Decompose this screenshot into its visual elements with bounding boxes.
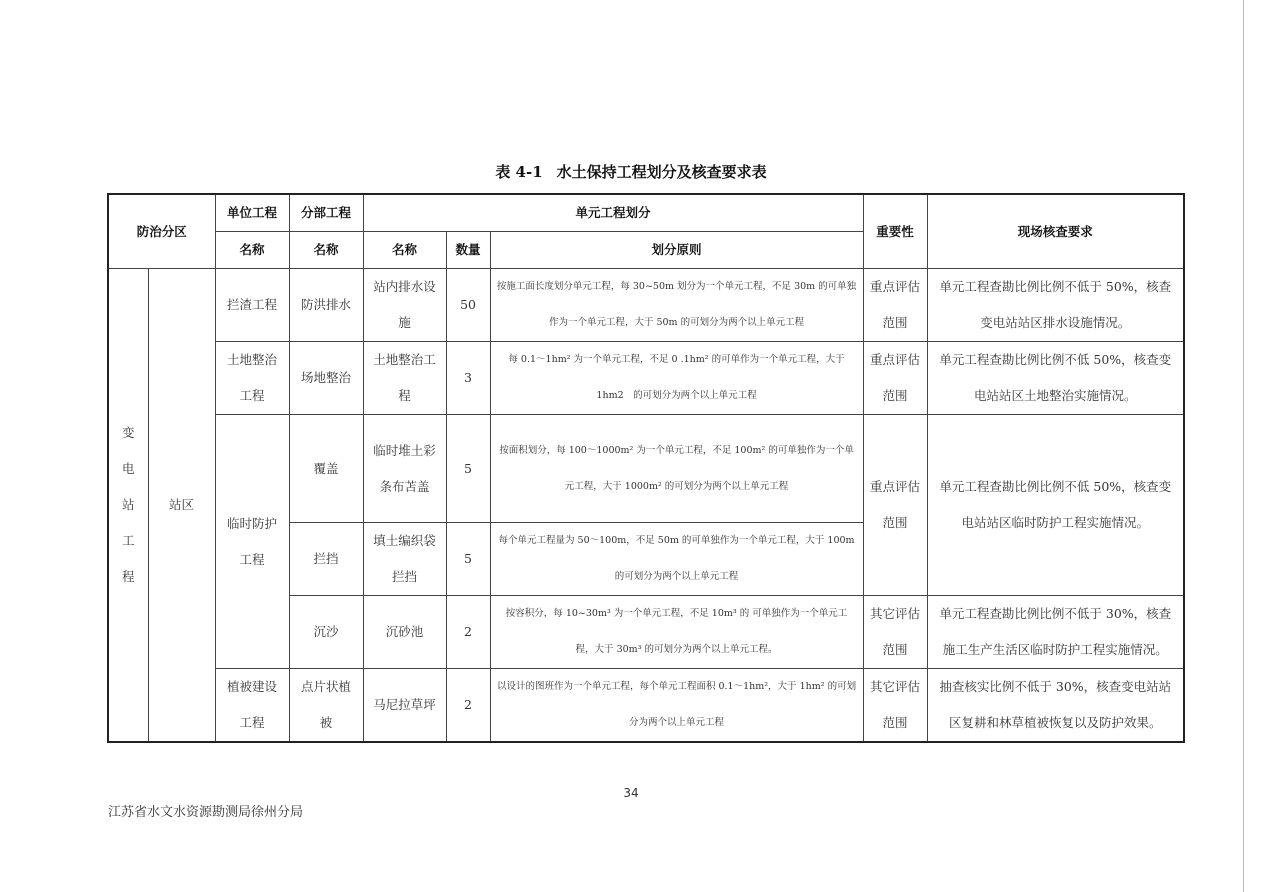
header-row-1 [108,194,1184,232]
element-name: 土地整治工程 [363,342,446,415]
element-name: 沉砂池 [363,596,446,669]
unit-name: 土地整治工程 [215,342,289,415]
importance: 其它评估范围 [863,669,927,743]
sub-name: 沉沙 [289,596,363,669]
principle: 按面积划分，每 100～1000m² 为一个单元工程，不足 100m² 的可单独作为一个单元工程，大于 1000m² 的可划分为两个以上单元工程 [490,415,863,523]
header-sub-name: 名称 [289,232,363,269]
principle: 按容积分，每 10~30m³ 为一个单元工程，不足 10m³ 的 可单独作为一个单元工程，大于 30m³ 的可划分为两个以上单元工程。 [490,596,863,669]
header-sub-project: 分部工程 [289,194,363,232]
table-row [108,269,1184,342]
zone-level1: 变电站工程 [108,269,148,743]
table-title: 水土保持工程划分及核查要求表 [556,163,767,181]
sub-name: 覆盖 [289,415,363,523]
element-name: 马尼拉草坪 [363,669,446,743]
importance: 重点评估范围 [863,415,927,596]
importance: 其它评估范围 [863,596,927,669]
header-importance: 重要性 [863,194,927,269]
sub-name: 场地整治 [289,342,363,415]
principle: 每个单元工程量为 50～100m，不足 50m 的可单独作为一个单元工程，大于 100m 的可划分为两个以上单元工程 [490,523,863,596]
header-element-name: 名称 [363,232,446,269]
principle: 每 0.1～1hm² 为一个单元工程，不足 0 .1hm² 的可单作为一个单元工程，大于 1hm2 的可划分为两个以上单元工程 [490,342,863,415]
header-unit-name: 名称 [215,232,289,269]
unit-name: 拦渣工程 [215,269,289,342]
element-name: 站内排水设施 [363,269,446,342]
table-row [108,669,1184,743]
requirement: 抽查核实比例不低于 30%，核查变电站站区复耕和林草植被恢复以及防护效果。 [927,669,1184,743]
unit-name: 临时防护工程 [215,415,289,669]
quantity: 3 [446,342,490,415]
requirement: 单元工程查勘比例比例不低于 30%，核查施工生产生活区临时防护工程实施情况。 [927,596,1184,669]
header-element-division: 单元工程划分 [363,194,863,232]
requirement: 单元工程查勘比例比例不低 50%，核查变电站站区临时防护工程实施情况。 [927,415,1184,596]
page-edge-line [1243,0,1244,892]
page-number: 34 [623,786,639,800]
requirement: 单元工程查勘比例比例不低于 50%，核查变电站站区排水设施情况。 [927,269,1184,342]
unit-name: 植被建设工程 [215,669,289,743]
quantity: 5 [446,523,490,596]
principle: 按施工面长度划分单元工程，每 30~50m 划分为一个单元工程，不足 30m 的可单独作为一个单元工程，大于 50m 的可划分为两个以上单元工程 [490,269,863,342]
header-quantity: 数量 [446,232,490,269]
element-name: 临时堆土彩条布苫盖 [363,415,446,523]
table-caption [0,161,1262,182]
quantity: 50 [446,269,490,342]
sub-name: 拦挡 [289,523,363,596]
table-row [108,342,1184,415]
requirement: 单元工程查勘比例比例不低 50%，核查变电站站区土地整治实施情况。 [927,342,1184,415]
table-number: 表 4-1 [495,163,543,181]
sub-name: 点片状植被 [289,669,363,743]
quantity: 5 [446,415,490,523]
footer-organization: 江苏省水文水资源勘测局徐州分局 [108,805,304,820]
principle: 以设计的图班作为一个单元工程，每个单元工程面积 0.1～1hm²，大于 1hm² 的可划分为两个以上单元工程 [490,669,863,743]
zone-level2: 站区 [148,269,215,743]
importance: 重点评估范围 [863,269,927,342]
element-name: 填土编织袋拦挡 [363,523,446,596]
header-principle: 划分原则 [490,232,863,269]
soil-conservation-table [107,193,1185,743]
quantity: 2 [446,596,490,669]
table-row [108,415,1184,523]
header-requirement: 现场核查要求 [927,194,1184,269]
importance: 重点评估范围 [863,342,927,415]
quantity: 2 [446,669,490,743]
sub-name: 防洪排水 [289,269,363,342]
header-zone: 防治分区 [108,194,215,269]
header-unit-project: 单位工程 [215,194,289,232]
